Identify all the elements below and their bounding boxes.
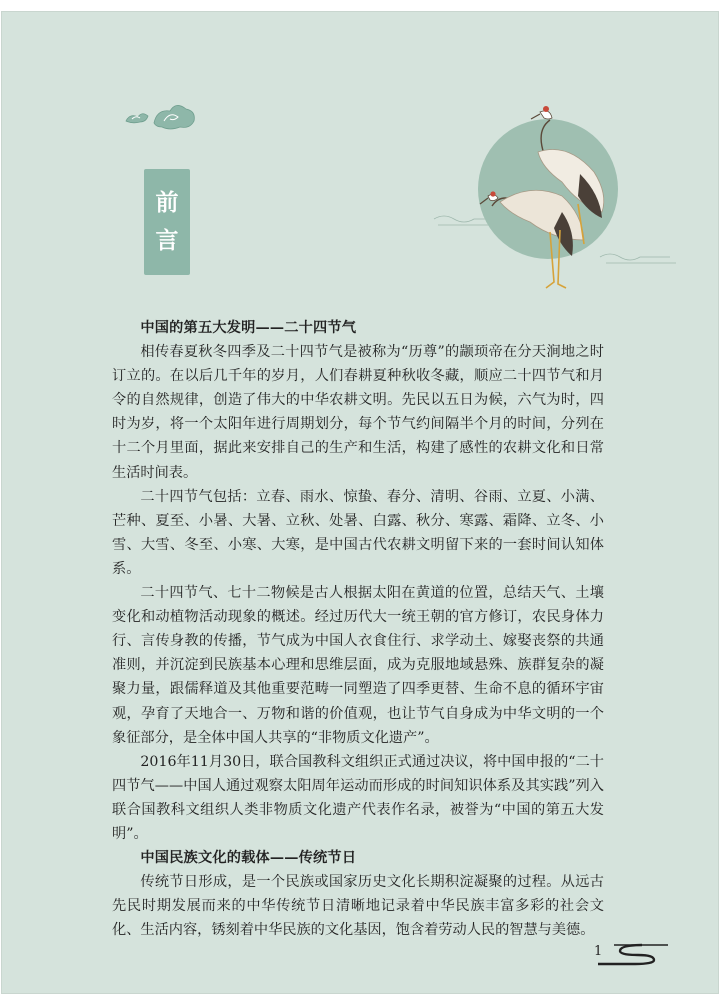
paragraph: 二十四节气包括：立春、雨水、惊蛰、春分、清明、谷雨、立夏、小满、芒种、夏至、小暑、大暑、立秋、处暑、白露、秋分、寒露、霜降、立冬、小雪、大雪、冬至、小寒、大寒，是中国古代农耕文明留下来的一套时间认知体系。	[112, 488, 604, 577]
section-heading: 中国的第五大发明——二十四节气	[140, 320, 357, 336]
page-footer	[584, 937, 674, 967]
page-number: 1	[594, 944, 603, 959]
section-heading: 中国民族文化的载体——传统节日	[140, 850, 357, 867]
paragraph: 2016年11月30日，联合国教科文组织正式通过决议，将中国申报的“二十四节气——中国人通过观察太阳周年运动而形成的时间知识体系及其实践”列入联合国教科文组织人类非物质文化遗产代表作名录，被誉为“中国的第五大发明”。	[112, 753, 604, 842]
preface-body	[112, 316, 604, 942]
title-char: 言	[155, 227, 179, 254]
cloud-ornament-icon	[120, 97, 200, 137]
book-page	[1, 11, 719, 994]
title-char: 前	[155, 189, 179, 216]
paragraph: 二十四节气、七十二物候是古人根据太阳在黄道的位置，总结天气、土壤变化和动植物活动现象的概述。经过历代大一统王朝的官方修订，农民身体力行、言传身教的传播，节气成为中国人衣食住行、求学动土、嫁娶丧祭的共通准则，并沉淀到民族基本心理和思维层面，成为克服地域悬殊、族群复杂的凝聚力量，跟儒释道及其他重要范畴一同塑造了四季更替、生命不息的循环宇宙观，孕育了天地合一、万物和谐的价值观，也让节气自身成为中华文明的一个象征部分，是全体中国人共享的“非物质文化遗产”。	[112, 585, 604, 746]
paragraph: 相传春夏秋冬四季及二十四节气是被称为“历尊”的颛顼帝在分天涧地之时订立的。在以后几千年的岁月，人们春耕夏种秋收冬藏，顺应二十四节气和月令的自然规律，创造了伟大的中华农耕文明。先民以五日为候，六气为时，四时为岁，将一个太阳年进行周期划分，每个节气约间隔半个月的时间，分列在十二个月里面，据此来安排自己的生产和生活，构建了感性的农耕文化和日常生活时间表。	[112, 344, 604, 481]
footer-ornament-icon	[584, 937, 674, 967]
paragraph: 传统节日形成，是一个民族或国家历史文化长期积淀凝聚的过程。从远古先民时期发展而来的中华传统节日清晰地记录着中华民族丰富多彩的社会文化、生活内容，锈刻着中华民族的文化基因，饱含着劳动人民的智慧与美德。	[112, 874, 604, 939]
preface-title	[144, 169, 190, 275]
crane-illustration-icon	[430, 92, 680, 297]
